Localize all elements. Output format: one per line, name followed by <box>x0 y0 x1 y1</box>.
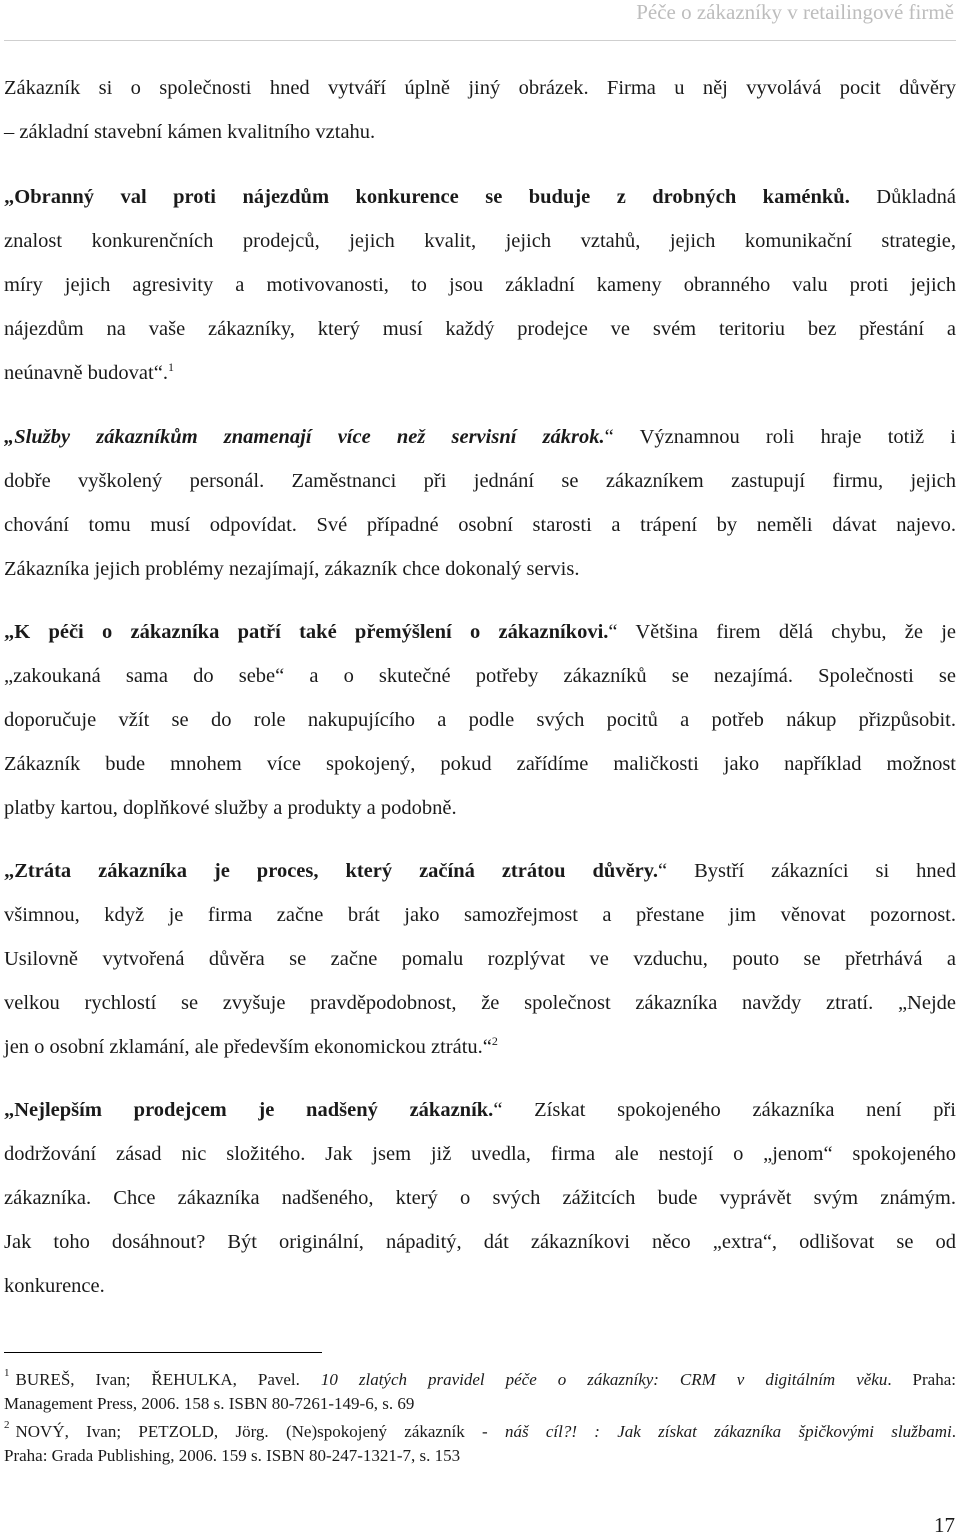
paragraph-line: míry jejich agresivity a motivovanosti, to jsou základní kameny obranného valu proti jejich <box>4 274 956 296</box>
paragraph-line: – základní stavební kámen kvalitního vztahu. <box>4 121 376 143</box>
footnote-ref[interactable]: 2 <box>491 1034 498 1048</box>
paragraph-line: doporučuje vžít se do role nakupujícího a podle svých pocitů a potřeb nákup přizpůsobit. <box>4 709 956 731</box>
paragraph-line: „zakoukaná sama do sebe“ a o skutečné potřeby zákazníků se nezajímá. Společnosti se <box>4 665 956 687</box>
paragraph-line: Jak toho dosáhnout? Být originální, nápaditý, dát zákazníkovi něco „extra“, odlišovat se od <box>4 1231 956 1253</box>
paragraph-line: chování tomu musí odpovídat. Své případné osobní starosti a trápení by neměli dávat najevo. <box>4 514 956 536</box>
paragraph-line: nájezdům na vaše zákazníky, který musí každý prodejce ve svém teritoriu bez přestání a <box>4 318 956 340</box>
paragraph-line: „Ztráta zákazníka je proces, který začíná ztrátou důvěry.“ Bystří zákazníci si hned <box>4 860 956 882</box>
paragraph-line: dodržování zásad nic složitého. Jak jsem již uvedla, firma ale nestojí o „jenom“ spokojeného <box>4 1143 956 1165</box>
footnote-1: $^1$ BUREŠ, Ivan; ŘEHULKA, Pavel. 10 zlatých pravidel péče o zákazníky: CRM v digitálním věku. Praha: <box>4 1367 956 1389</box>
paragraph-line: Zákazník bude mnohem více spokojený, pokud zařídíme maličkosti jako například možnost <box>4 753 956 775</box>
paragraph-line: Zákazníka jejich problémy nezajímají, zákazník chce dokonalý servis. <box>4 558 580 580</box>
paragraph-line: „Nejlepším prodejcem je nadšený zákazník.“ Získat spokojeného zákazníka není při <box>4 1099 956 1121</box>
header-divider <box>4 40 956 41</box>
paragraph-line: dobře vyškolený personál. Zaměstnanci při jednání se zákazníkem zastupují firmu, jejich <box>4 470 956 492</box>
paragraph-line: platby kartou, doplňkové služby a produkty a podobně. <box>4 797 457 819</box>
footnote-1-cont: Management Press, 2006. 158 s. ISBN 80-7261-149-6, s. 69 <box>4 1394 415 1413</box>
paragraph-line: „Obranný val proti nájezdům konkurence se buduje z drobných kaménků. Důkladná <box>4 186 956 208</box>
paragraph-line: velkou rychlostí se zvyšuje pravděpodobnost, že společnost zákazníka navždy ztratí. „Nejde <box>4 992 956 1014</box>
page-number: 17 <box>934 1513 955 1537</box>
paragraph-line: neúnavně budovat“.$^1$ <box>4 360 174 384</box>
bold-quote: „Nejlepším prodejcem je nadšený zákazník. <box>4 1099 494 1121</box>
paragraph-line: zákazníka. Chce zákazníka nadšeného, který o svých zážitcích bude vyprávět svým známým. <box>4 1187 956 1209</box>
bold-quote: „Služby zákazníkům znamenají více než servisní zákrok. <box>4 426 605 448</box>
bold-quote: „K péči o zákazníka patří také přemýšlení o zákazníkovi. <box>4 621 609 643</box>
paragraph-line: „K péči o zákazníka patří také přemýšlení o zákazníkovi.“ Většina firem dělá chybu, že je <box>4 621 956 643</box>
running-header: Péče o zákazníky v retailingové firmě <box>636 0 954 24</box>
footnote-ref[interactable]: 1 <box>167 360 174 374</box>
paragraph-line: jen o osobní zklamání, ale především ekonomickou ztrátu.“$^2$ <box>4 1034 498 1058</box>
footnote-divider <box>4 1352 322 1353</box>
bold-quote: „Ztráta zákazníka je proces, který začíná ztrátou důvěry. <box>4 860 659 882</box>
paragraph-line: Usilovně vytvořená důvěra se začne pomalu rozplývat ve vzduchu, pouto se přetrhává a <box>4 948 956 970</box>
paragraph-line: znalost konkurenčních prodejců, jejich kvalit, jejich vztahů, jejich komunikační strategie, <box>4 230 956 252</box>
bold-quote: „Obranný val proti nájezdům konkurence se buduje z drobných kaménků. <box>4 186 850 208</box>
paragraph-line: všimnou, když je firma začne brát jako samozřejmost a přestane jim věnovat pozornost. <box>4 904 956 926</box>
footnote-2-cont: Praha: Grada Publishing, 2006. 159 s. ISBN 80-247-1321-7, s. 153 <box>4 1446 461 1465</box>
footnote-2: $^2$ NOVÝ, Ivan; PETZOLD, Jörg. (Ne)spokojený zákazník - náš cíl?! : Jak získat zákazníka špičkovými službami. <box>4 1419 956 1441</box>
paragraph-line: Zákazník si o společnosti hned vytváří úplně jiný obrázek. Firma u něj vyvolává pocit důvěry <box>4 77 956 99</box>
paragraph-line: „Služby zákazníkům znamenají více než servisní zákrok.“ Významnou roli hraje totiž i <box>4 426 956 448</box>
paragraph-line: konkurence. <box>4 1275 105 1297</box>
